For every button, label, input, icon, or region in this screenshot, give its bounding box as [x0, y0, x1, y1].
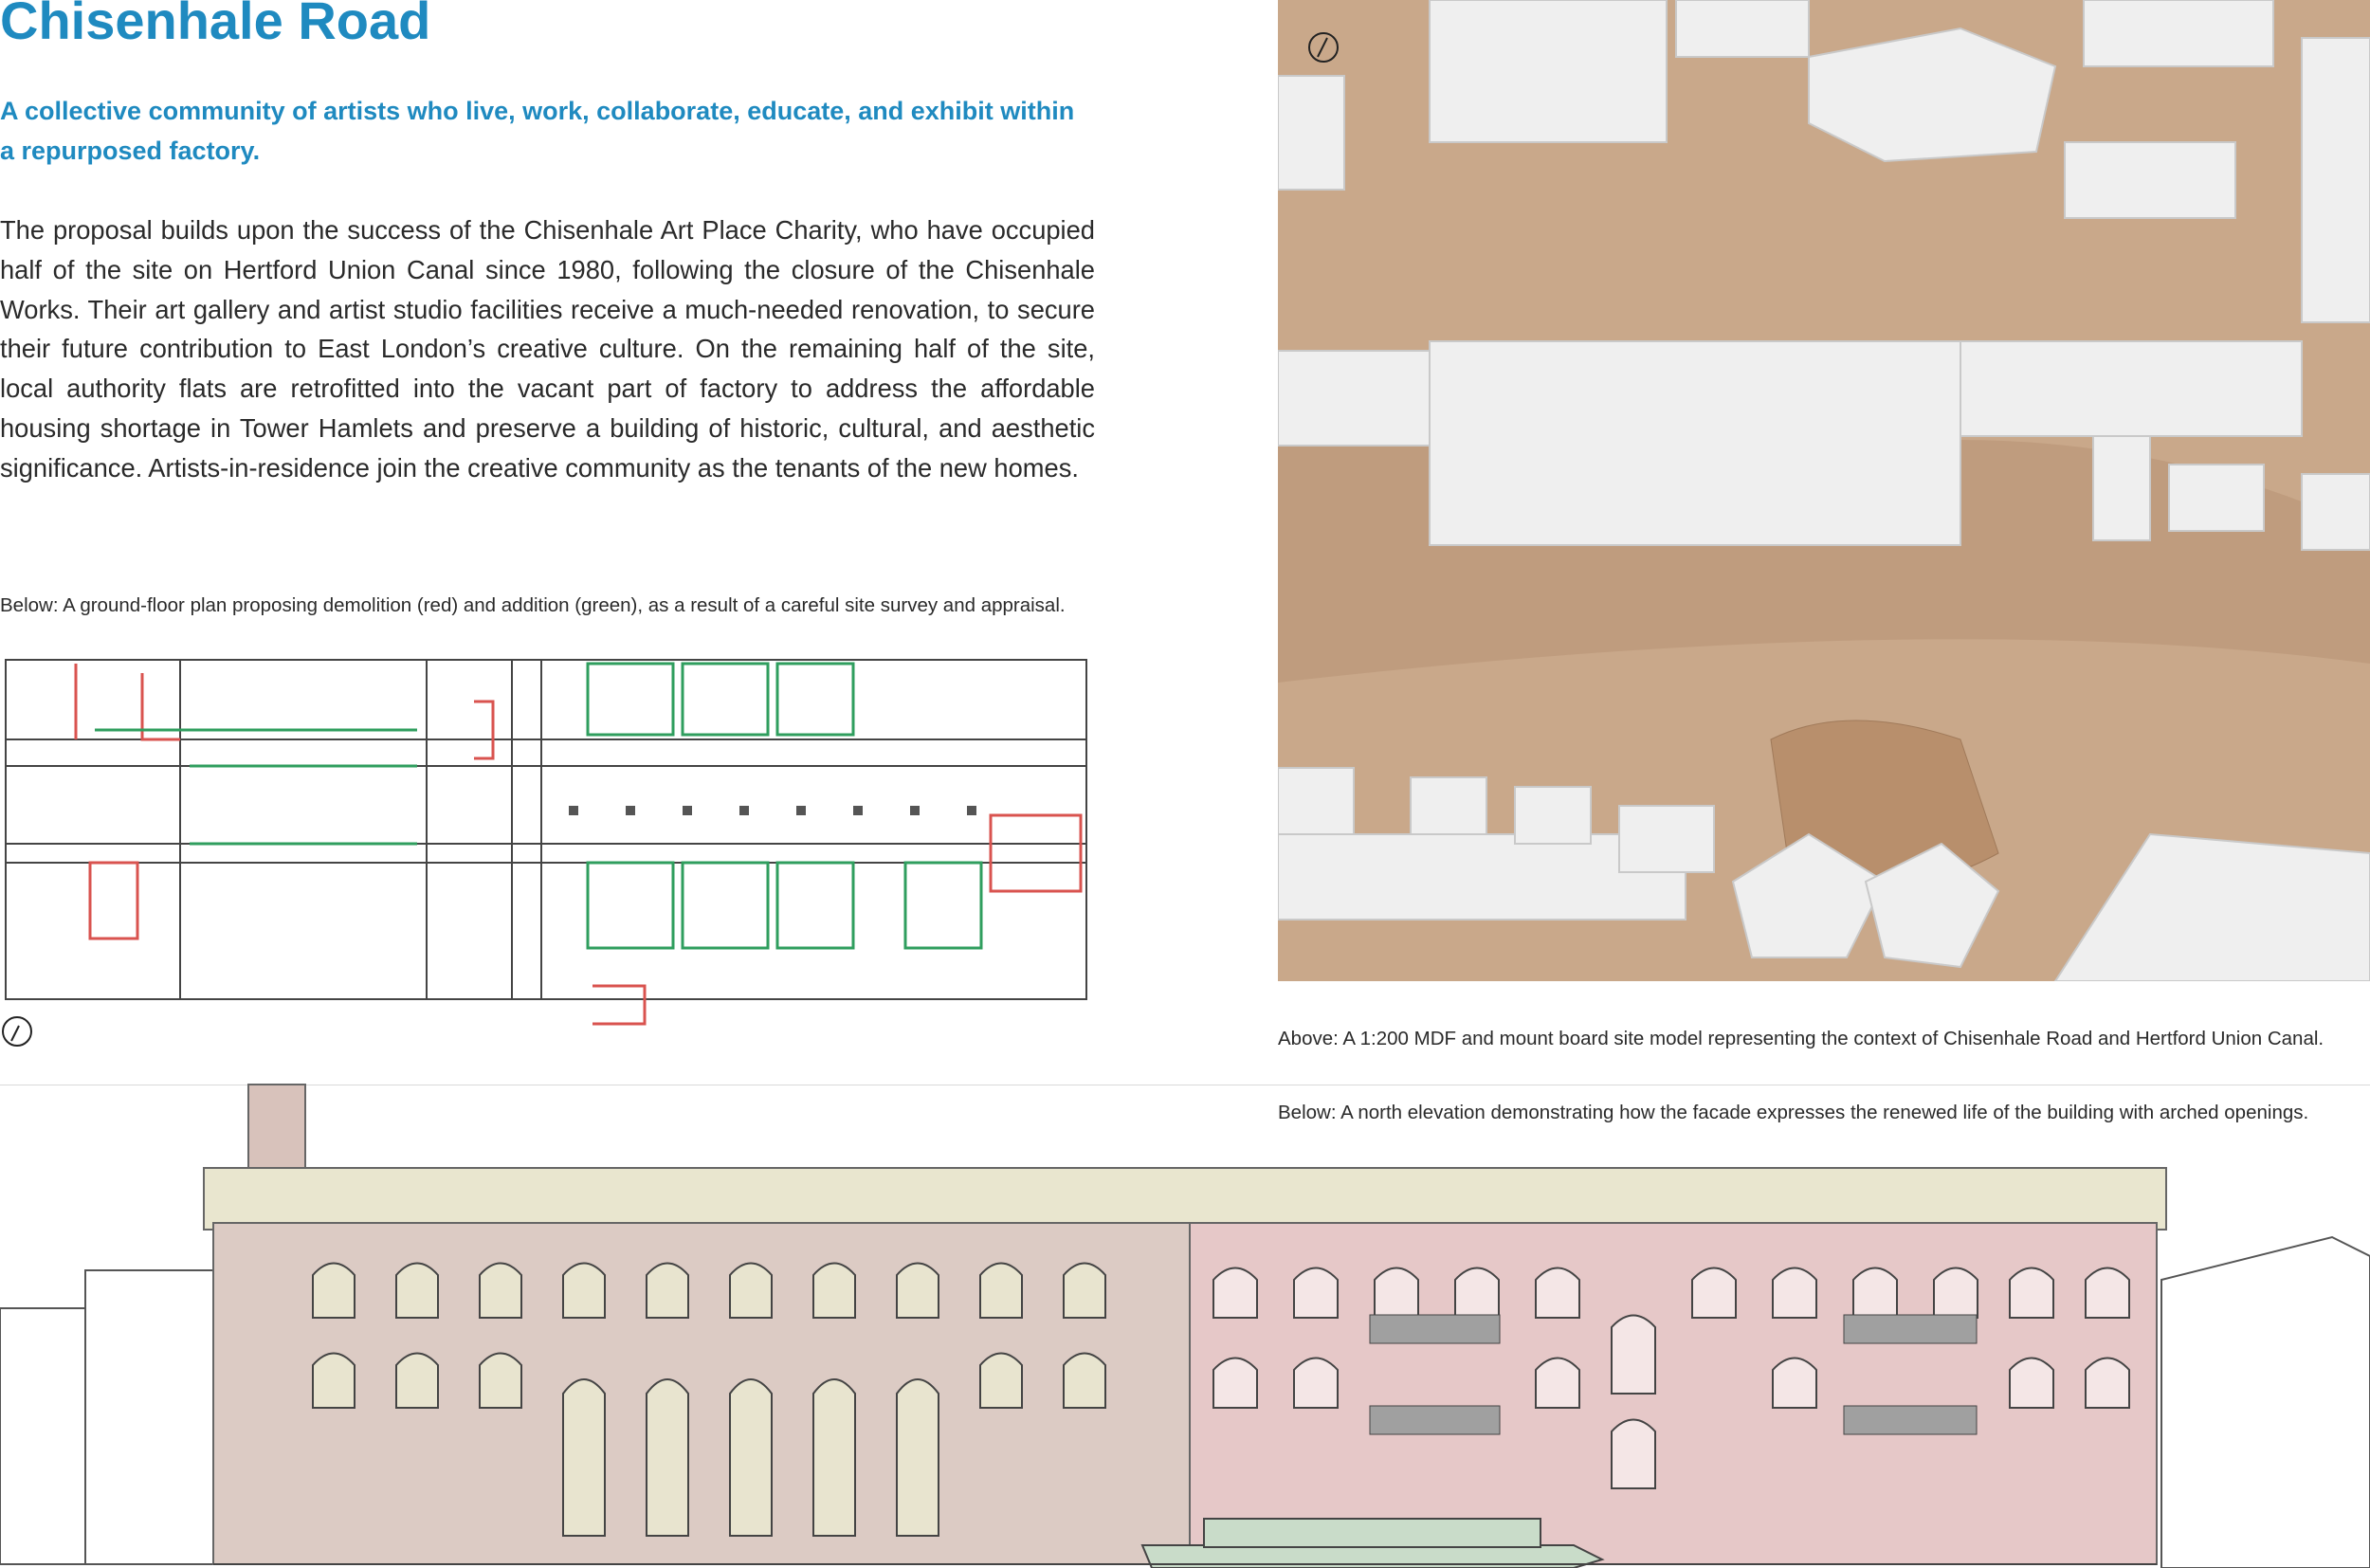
north-elevation	[0, 1081, 2370, 1568]
plan-caption: Below: A ground-floor plan proposing demolition (red) and addition (green), as a result of a careful site survey and appraisal.	[0, 594, 1066, 616]
site-model-photo	[1278, 0, 2370, 981]
page-title: Chisenhale Road	[0, 0, 431, 50]
subtitle: A collective community of artists who live, work, collaborate, educate, and exhibit within a repurposed factory.	[0, 97, 1075, 165]
ground-floor-plan	[0, 645, 1095, 1029]
body-paragraph: The proposal builds upon the success of the Chisenhale Art Place Charity, who have occupied half of the site on Hertford Union Canal since 1980, following the closure of the Chisenhale Works. Their art gallery and artist studio facilities receive a much-needed renovation, to secure their future contribution to East London’s creative culture. On the remaining half of the site, local authority flats are retrofitted into the vacant part of factory to address the affordable housing shortage in Tower Hamlets and preserve a building of historic, cultural, and aesthetic significance. Artists-in-residence join the creative community as the tenants of the new homes.	[0, 215, 1095, 483]
plan-north-arrow-icon	[0, 1014, 34, 1048]
elevation-caption: Below: A north elevation demonstrating how the facade expresses the renewed life of the building with arched openings.	[1278, 1102, 2309, 1123]
model-caption: Above: A 1:200 MDF and mount board site model representing the context of Chisenhale Road and Hertford Union Canal.	[1278, 1028, 2324, 1049]
